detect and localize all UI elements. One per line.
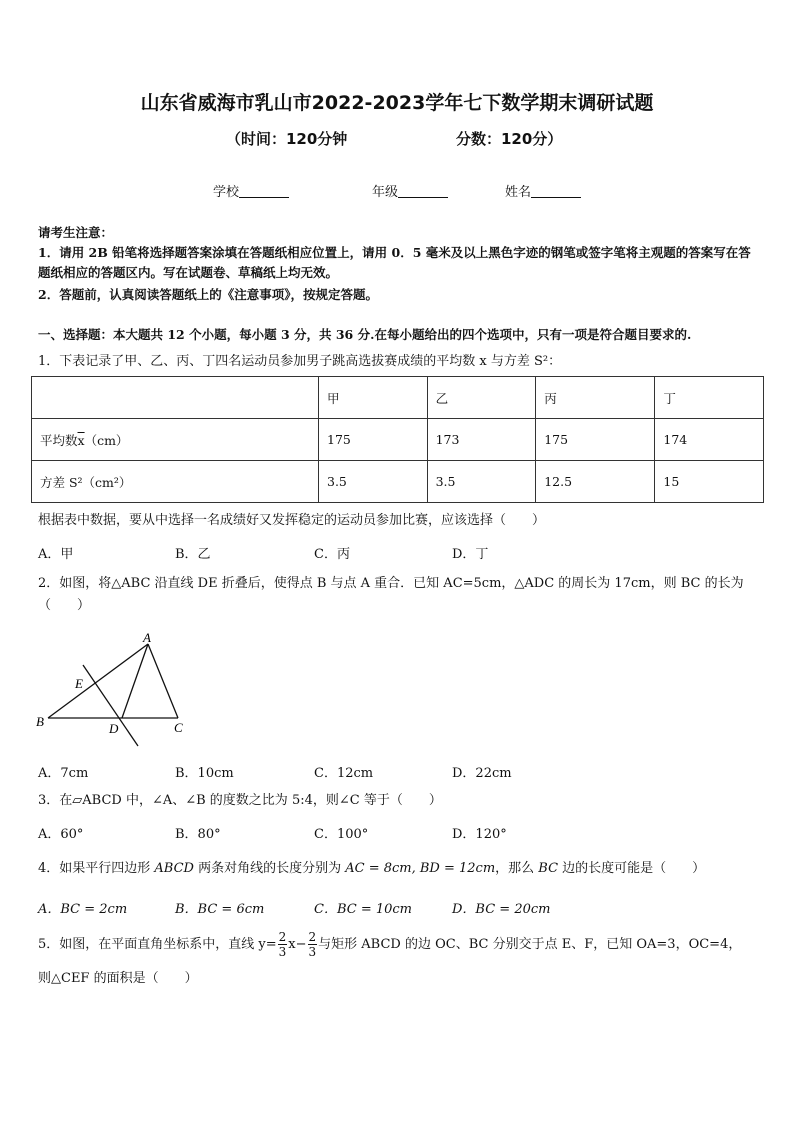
table-cell: 175: [536, 419, 655, 461]
q3-option-a[interactable]: A．60°: [38, 827, 84, 842]
fraction-denominator: 3: [308, 945, 317, 959]
mean-label-text: 平均数: [40, 432, 78, 448]
q2-option-b[interactable]: B．10cm: [175, 766, 234, 781]
name-label: 姓名: [505, 185, 532, 200]
q5-fraction-1: [278, 930, 288, 959]
q3-option-c[interactable]: C．100°: [314, 827, 369, 842]
table-cell: 175: [319, 419, 428, 461]
grade-label: 年级: [372, 185, 399, 200]
point-label-e: E: [75, 676, 83, 691]
q4-option-b[interactable]: B．BC = 6cm: [175, 902, 265, 917]
q5-text: 5．如图，在平面直角坐标系中，直线 y=: [38, 937, 277, 952]
q4-text: 边的长度可能是（ ）: [558, 861, 706, 876]
table-cell: 12.5: [536, 461, 655, 503]
q4-option-d[interactable]: D．BC = 20cm: [452, 902, 551, 917]
table-cell: 3.5: [319, 461, 428, 503]
q5-fraction-2: [308, 930, 318, 959]
q2-figure: [30, 632, 200, 752]
q1-question: 根据表中数据，要从中选择一名成绩好又发挥稳定的运动员参加比赛，应该选择（ ）: [38, 513, 546, 528]
table-cell: 174: [655, 419, 764, 461]
point-label-d: D: [109, 721, 119, 736]
q5-stem: [38, 930, 762, 959]
table-row: [32, 461, 764, 503]
q4-bc: BC: [538, 861, 559, 876]
table-row: [32, 419, 764, 461]
table-header-cell: 丙: [536, 377, 655, 419]
q2-stem: 2．如图，将△ABC 沿直线 DE 折叠后，使得点 B 与点 A 重合．已知 AC=5cm，△ADC 的周长为 17cm，则 BC 的长为（ ）: [38, 576, 744, 613]
q1-option-b[interactable]: B．乙: [175, 547, 211, 562]
q1-stem: 1．下表记录了甲、乙、丙、丁四名运动员参加男子跳高选拔赛成绩的平均数 x 与方差 S²：: [38, 354, 562, 369]
grade-field: [372, 181, 448, 200]
section-heading: 一、选择题：本大题共 12 个小题，每小题 3 分，共 36 分.在每小题给出的四个选项中，只有一项是符合题目要求的.: [38, 327, 692, 342]
x-bar: $\overline{x}$: [77, 432, 85, 448]
q1-option-d[interactable]: D．丁: [452, 547, 489, 562]
q1-option-c[interactable]: C．丙: [314, 547, 350, 562]
q4-option-a[interactable]: A．BC = 2cm: [38, 902, 128, 917]
point-label-a: A: [143, 632, 151, 645]
table-header-cell: 丁: [655, 377, 764, 419]
notice-item-1: 1．请用 2B 铅笔将选择题答案涂填在答题纸相应位置上，请用 0．5 毫米及以上黑色字迹的钢笔或签字笔将主观题的答案写在答题纸相应的答题区内。写在试题卷、草稿纸上均无效。: [38, 245, 751, 280]
q1-table: [31, 376, 764, 503]
q2-option-a[interactable]: A．7cm: [38, 766, 89, 781]
q2-option-d[interactable]: D．22cm: [452, 766, 512, 781]
table-header-cell: [32, 377, 319, 419]
q1-option-a[interactable]: A．甲: [38, 547, 74, 562]
segment-ad: [122, 644, 148, 718]
table-cell: 15: [655, 461, 764, 503]
school-label: 学校: [213, 185, 240, 200]
exam-time: （时间：120分钟: [226, 130, 348, 148]
q3-option-d[interactable]: D．120°: [452, 827, 507, 842]
q4-text: ，那么: [495, 861, 539, 876]
row-label-variance: 方差 S²（cm²）: [32, 461, 319, 503]
fraction-numerator: 2: [278, 930, 287, 944]
segment-ba: [48, 644, 148, 718]
q5-text: 与矩形 ABCD 的边 OC、BC 分别交于点 E、F，已知 OA=3，OC=4，: [318, 937, 742, 952]
table-cell: 173: [427, 419, 536, 461]
row-label-mean: [32, 419, 319, 461]
fraction-denominator: 3: [278, 945, 287, 959]
point-label-b: B: [36, 714, 44, 729]
exam-title: 山东省威海市乳山市2022-2023学年七下数学期末调研试题: [140, 92, 654, 114]
segment-ac: [148, 644, 178, 718]
school-blank[interactable]: [239, 185, 289, 198]
school-field: [213, 181, 289, 200]
q4-option-c[interactable]: C．BC = 10cm: [314, 902, 412, 917]
q4-text: 4．如果平行四边形: [38, 861, 155, 876]
name-field: [505, 181, 581, 200]
fraction-numerator: 2: [308, 930, 317, 944]
q4-text: 两条对角线的长度分别为: [193, 861, 346, 876]
q4-abcd: ABCD: [154, 861, 194, 876]
name-blank[interactable]: [531, 185, 581, 198]
q3-stem: 3．在▱ABCD 中，∠A、∠B 的度数之比为 5:4，则∠C 等于（ ）: [38, 793, 442, 808]
grade-blank[interactable]: [398, 185, 448, 198]
exam-score: 分数：120分）: [456, 130, 563, 148]
q5-text: x−: [288, 937, 307, 952]
q2-option-c[interactable]: C．12cm: [314, 766, 374, 781]
q4-diagonals: AC = 8cm, BD = 12cm: [345, 861, 496, 876]
notice-heading: 请考生注意：: [38, 225, 114, 240]
table-header-cell: 乙: [427, 377, 536, 419]
mean-unit: （cm）: [84, 432, 129, 448]
q5-stem-continued: 则△CEF 的面积是（ ）: [38, 971, 198, 986]
notice-item-2: 2．答题前，认真阅读答题纸上的《注意事项》，按规定答题。: [38, 287, 378, 302]
table-header-cell: 甲: [319, 377, 428, 419]
table-cell: 3.5: [427, 461, 536, 503]
q3-option-b[interactable]: B．80°: [175, 827, 221, 842]
point-label-c: C: [174, 720, 183, 735]
table-row: [32, 377, 764, 419]
q4-stem: [38, 858, 762, 880]
